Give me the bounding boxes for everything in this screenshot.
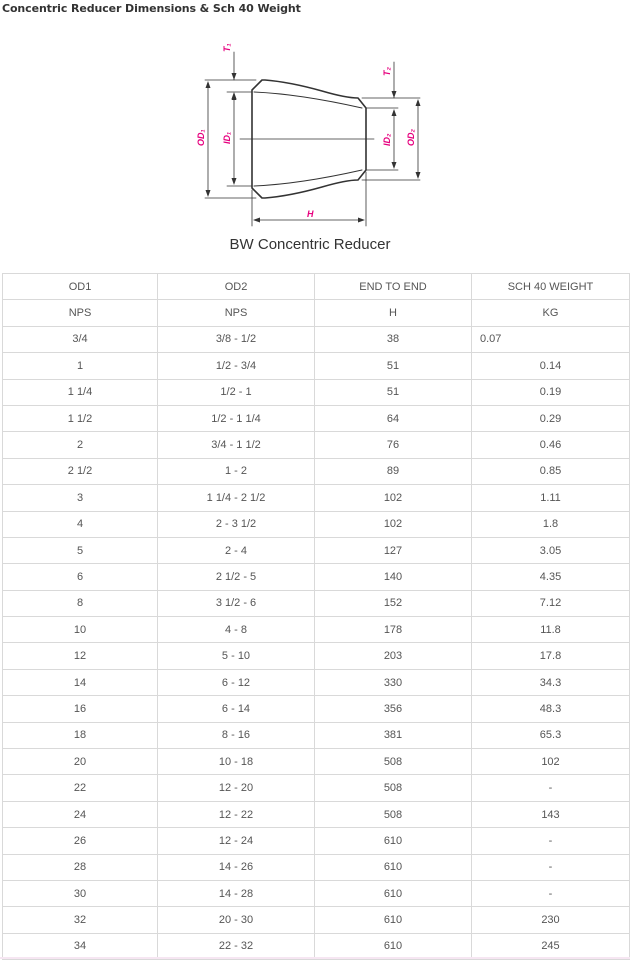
table-row [3, 907, 630, 933]
table-cell: 3/4 [3, 326, 158, 352]
table-cell: 18 [3, 722, 158, 748]
table-cell: 1 1/2 [3, 405, 158, 431]
table-row [3, 880, 630, 906]
table-cell: 230 [472, 907, 630, 933]
table-cell: 140 [315, 564, 472, 590]
table-cell: 48.3 [472, 696, 630, 722]
t2-label: T₂ [382, 67, 392, 76]
table-row [3, 933, 630, 959]
table-cell: 20 - 30 [158, 907, 315, 933]
table-cell: SCH 40 WEIGHT [472, 274, 630, 300]
od2-label: OD₂ [406, 129, 416, 146]
table-header-row [3, 274, 630, 300]
table-row [3, 617, 630, 643]
table-row [3, 564, 630, 590]
table-cell: 16 [3, 696, 158, 722]
table-cell: 102 [472, 749, 630, 775]
table-cell: 0.19 [472, 379, 630, 405]
table-cell: 203 [315, 643, 472, 669]
table-row [3, 379, 630, 405]
table-cell: 14 [3, 669, 158, 695]
id2-label: ID₂ [382, 133, 392, 146]
table-cell: 4 - 8 [158, 617, 315, 643]
table-cell: 3 1/2 - 6 [158, 590, 315, 616]
table-cell: 6 - 14 [158, 696, 315, 722]
table-units-row [3, 300, 630, 326]
diagram-caption: BW Concentric Reducer [229, 236, 391, 253]
dimensions-table [2, 273, 630, 960]
table-cell: 6 [3, 564, 158, 590]
table-cell: 330 [315, 669, 472, 695]
table-cell: 5 [3, 537, 158, 563]
table-cell: 32 [3, 907, 158, 933]
table-cell: 65.3 [472, 722, 630, 748]
reducer-inner-bottom [254, 170, 362, 186]
table-row [3, 405, 630, 431]
table-cell: 610 [315, 854, 472, 880]
table-cell: 1.8 [472, 511, 630, 537]
table-row [3, 485, 630, 511]
table-cell: - [472, 880, 630, 906]
table-cell: 2 - 4 [158, 537, 315, 563]
table-cell: 12 [3, 643, 158, 669]
table-cell: 0.46 [472, 432, 630, 458]
reducer-inner-top [254, 92, 362, 108]
id1-label: ID₁ [222, 131, 232, 144]
table-row [3, 326, 630, 352]
table-cell: 1/2 - 3/4 [158, 353, 315, 379]
table-row [3, 432, 630, 458]
table-row [3, 854, 630, 880]
table-cell: 6 - 12 [158, 669, 315, 695]
table-cell: 34.3 [472, 669, 630, 695]
table-cell: - [472, 775, 630, 801]
table-cell: 1 - 2 [158, 458, 315, 484]
table-cell: 26 [3, 828, 158, 854]
table-cell: 3 [3, 485, 158, 511]
table-cell: 14 - 26 [158, 854, 315, 880]
table-cell: 2 [3, 432, 158, 458]
table-cell: 22 - 32 [158, 933, 315, 959]
table-row [3, 537, 630, 563]
table-cell: 245 [472, 933, 630, 959]
reducer-diagram [0, 0, 630, 272]
table-cell: 3/4 - 1 1/2 [158, 432, 315, 458]
table-cell: 1 [3, 353, 158, 379]
table-cell: OD2 [158, 274, 315, 300]
table-cell: 11.8 [472, 617, 630, 643]
table-cell: 610 [315, 907, 472, 933]
table-row [3, 511, 630, 537]
table-cell: NPS [3, 300, 158, 326]
table-cell: 1 1/4 [3, 379, 158, 405]
table-cell: 89 [315, 458, 472, 484]
table-cell: 12 - 22 [158, 801, 315, 827]
table-cell: 8 - 16 [158, 722, 315, 748]
table-cell: 381 [315, 722, 472, 748]
table-cell: 64 [315, 405, 472, 431]
od1-label: OD₁ [196, 129, 206, 146]
table-cell: NPS [158, 300, 315, 326]
table-cell: 28 [3, 854, 158, 880]
table-cell: 102 [315, 511, 472, 537]
table-cell: 3/8 - 1/2 [158, 326, 315, 352]
table-cell: 22 [3, 775, 158, 801]
table-cell: 34 [3, 933, 158, 959]
table-cell: - [472, 854, 630, 880]
table-cell: 127 [315, 537, 472, 563]
table-row [3, 696, 630, 722]
table-cell: 0.07 [472, 326, 630, 352]
table-cell: 14 - 28 [158, 880, 315, 906]
table-cell: 4.35 [472, 564, 630, 590]
table-cell: 0.14 [472, 353, 630, 379]
table-cell: 610 [315, 828, 472, 854]
table-cell: 7.12 [472, 590, 630, 616]
table-cell: 1.11 [472, 485, 630, 511]
table-row [3, 749, 630, 775]
table-cell: 20 [3, 749, 158, 775]
table-cell: 5 - 10 [158, 643, 315, 669]
table-cell: - [472, 828, 630, 854]
table-cell: 152 [315, 590, 472, 616]
table-cell: 51 [315, 379, 472, 405]
table-row [3, 775, 630, 801]
table-cell: END TO END [315, 274, 472, 300]
table-cell: 24 [3, 801, 158, 827]
table-row [3, 828, 630, 854]
h-label: H [307, 209, 314, 219]
table-cell: H [315, 300, 472, 326]
table-cell: 38 [315, 326, 472, 352]
table-cell: 610 [315, 933, 472, 959]
table-row [3, 353, 630, 379]
table-row [3, 801, 630, 827]
table-cell: 178 [315, 617, 472, 643]
table-cell: 1 1/4 - 2 1/2 [158, 485, 315, 511]
table-cell: 10 [3, 617, 158, 643]
table-cell: 610 [315, 880, 472, 906]
table-cell: 2 - 3 1/2 [158, 511, 315, 537]
table-cell: 0.85 [472, 458, 630, 484]
page-title: Concentric Reducer Dimensions & Sch 40 Weight [2, 2, 301, 15]
table-row [3, 458, 630, 484]
table-cell: 143 [472, 801, 630, 827]
table-cell: 17.8 [472, 643, 630, 669]
table-cell: 508 [315, 775, 472, 801]
table-cell: KG [472, 300, 630, 326]
table-cell: 8 [3, 590, 158, 616]
table-cell: 1/2 - 1 1/4 [158, 405, 315, 431]
t1-label: T₁ [222, 43, 232, 52]
table-row [3, 643, 630, 669]
table-cell: 51 [315, 353, 472, 379]
table-cell: 10 - 18 [158, 749, 315, 775]
table-cell: 0.29 [472, 405, 630, 431]
table-row [3, 722, 630, 748]
table-cell: OD1 [3, 274, 158, 300]
table-cell: 76 [315, 432, 472, 458]
table-cell: 12 - 24 [158, 828, 315, 854]
table-cell: 102 [315, 485, 472, 511]
table-row [3, 669, 630, 695]
table-cell: 4 [3, 511, 158, 537]
table-cell: 356 [315, 696, 472, 722]
table-cell: 1/2 - 1 [158, 379, 315, 405]
table-cell: 30 [3, 880, 158, 906]
table-cell: 2 1/2 - 5 [158, 564, 315, 590]
table-cell: 3.05 [472, 537, 630, 563]
table-row [3, 590, 630, 616]
table-cell: 2 1/2 [3, 458, 158, 484]
table-cell: 508 [315, 801, 472, 827]
table-cell: 508 [315, 749, 472, 775]
table-cell: 12 - 20 [158, 775, 315, 801]
